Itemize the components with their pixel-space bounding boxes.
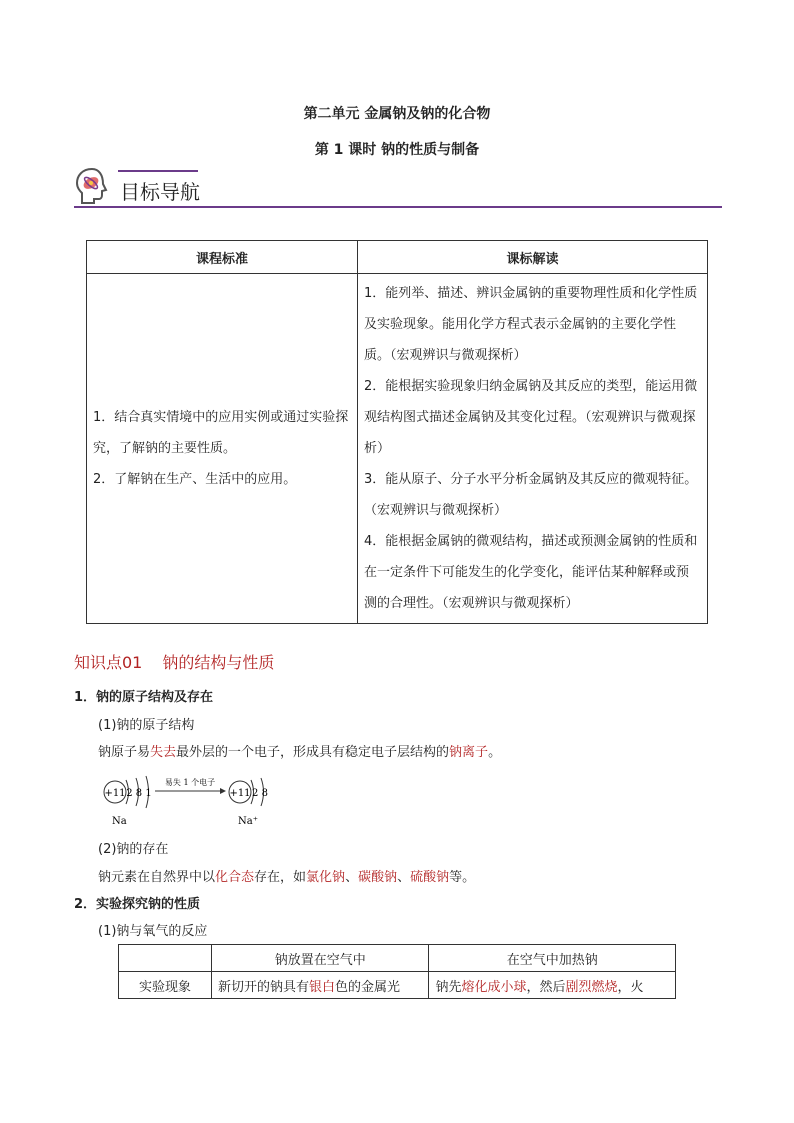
na-shells: 2 8 1 [126,788,152,799]
na-label: Na [112,816,127,827]
highlight: 硫酸钠 [410,870,450,885]
table-header-heat: 在空气中加热钠 [429,945,676,972]
unit-title: 第二单元 金属钠及钠的化合物 [303,106,491,122]
standard-item: 1．结合真实情境中的应用实例或通过实验探究，了解钠的主要性质。 [93,410,349,456]
section-heading: 1．钠的原子结构及存在 [74,690,214,705]
interpretation-item: 1．能列举、描述、辨识金属钠的重要物理性质和化学性质及实验现象。能用化学方程式表示金属钠的主要化学性质。（宏观辨识与微观探析） [364,286,698,363]
row-label: 实验现象 [119,972,212,999]
paragraph: 钠原子易失去最外层的一个电子，形成具有稳定电子层结构的钠离子。 [98,745,502,760]
section-heading: 2．实验探究钠的性质 [74,897,201,912]
table-cell: 钠先熔化成小球，然后剧烈燃烧，火 [429,972,676,999]
highlight: 碳酸钠 [358,870,398,885]
table-header-standard: 课程标准 [87,241,358,274]
highlight: 剧烈燃烧 [565,979,618,995]
highlight: 熔化成小球 [461,979,527,995]
standard-item: 2．了解钠在生产、生活中的应用。 [93,472,297,487]
lesson-title: 第 1 课时 钠的性质与制备 [314,142,480,158]
experiment-table [118,944,676,999]
interpretation-item: 2．能根据实验现象归纳金属钠及其反应的类型，能运用微观结构图式描述金属钠及其变化过程。（宏观辨识与微观探析） [364,379,698,456]
table-header-interpretation: 课标解读 [358,241,708,274]
knowledge-heading [74,650,294,673]
highlight: 失去 [150,745,177,760]
na-nucleus: +11 [104,788,126,799]
standards-table [86,240,708,624]
knowledge-title: 钠的结构与性质 [162,653,275,672]
knowledge-tag: 知识点01 [74,653,143,672]
banner-rule [74,206,722,208]
table-corner [119,945,212,972]
subheading: (2)钠的存在 [98,842,169,857]
standards-cell [87,274,358,624]
interpretation-item: 3．能从原子、分子水平分析金属钠及其反应的微观特征。（宏观辨识与微观探析） [364,472,698,518]
ion-shells: 2 8 [252,788,268,799]
highlight: 银白 [309,979,336,995]
interpretation-item: 4．能根据金属钠的微观结构，描述或预测金属钠的性质和在一定条件下可能发生的化学变化，能评估某种解释或预测的合理性。（宏观辨识与微观探析） [364,534,698,611]
highlight: 化合态 [215,870,255,885]
table-cell: 新切开的钠具有银白色的金属光 [212,972,429,999]
banner-accent-line [118,170,198,172]
ion-label: Na⁺ [238,816,258,827]
banner-label: 目标导航 [120,180,200,204]
highlight: 钠离子 [449,745,489,760]
head-brain-icon [74,166,110,206]
table-header-air: 钠放置在空气中 [212,945,429,972]
highlight: 氯化钠 [306,870,346,885]
ion-nucleus: +11 [229,788,251,799]
paragraph: 钠元素在自然界中以化合态存在，如氯化钠、碳酸钠、硫酸钠等。 [98,870,476,885]
arrow-label: 易失 1 个电子 [164,778,216,787]
sodium-ionization-diagram [100,770,280,830]
subheading: (1)钠的原子结构 [98,718,195,733]
subheading: (1)钠与氧气的反应 [98,924,208,939]
interpretation-cell [358,274,708,624]
